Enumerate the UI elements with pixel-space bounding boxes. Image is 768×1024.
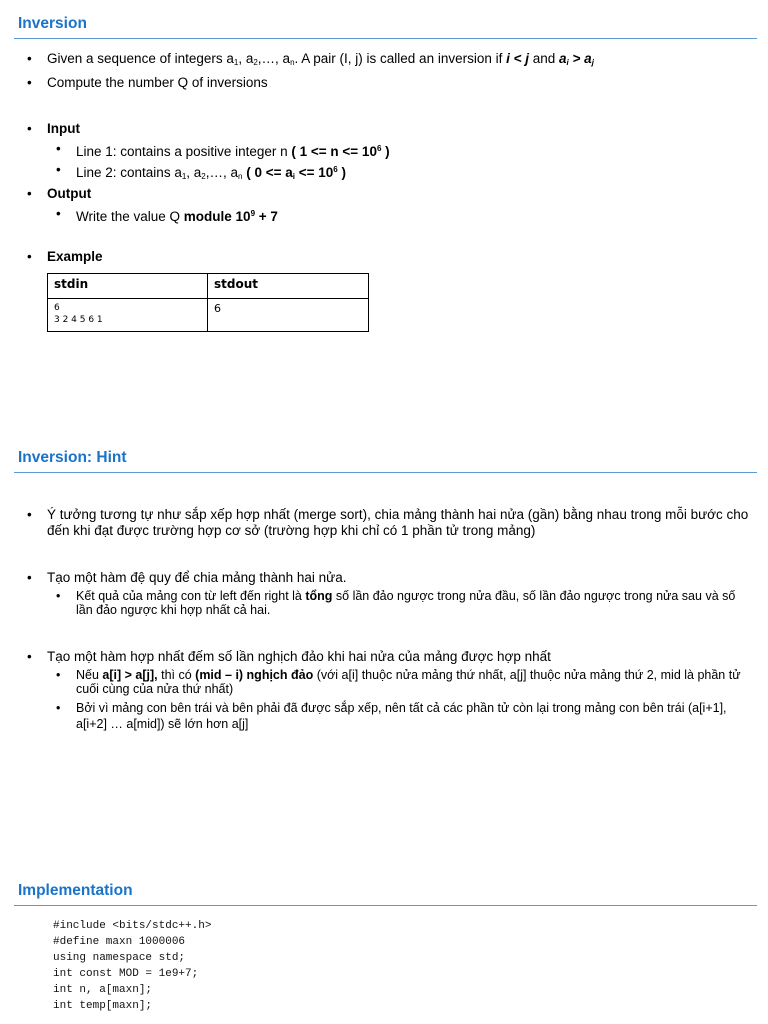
section-title-inversion: Inversion xyxy=(18,15,87,32)
bullet-input-line1: • Line 1: contains a positive integer n ( $1 <= n <= 10^6$ ) xyxy=(56,141,750,160)
bullet-hint-merge-detail1: • Nếu a[i] > a[j], thì có (mid – i) nghịch đảo (với a[i] thuộc nửa mảng thứ nhất, a[j] thuộc nửa mảng thứ 2, mid là phần tử cuối cùng của nửa thứ nhất) xyxy=(56,669,750,696)
section-divider xyxy=(14,38,757,39)
section-divider xyxy=(14,472,757,473)
example-table xyxy=(47,273,369,332)
bullet-input-line2: • Line 2: contains $a_1$, $a_2,\dots$, $a_n$ ( $0 <= a_i <= 10^6$ ) xyxy=(56,162,750,185)
table-row xyxy=(48,299,369,332)
table-header-stdin: stdin xyxy=(48,274,208,299)
bullet-hint-merge: • Tạo một hàm hợp nhất đếm số lần nghịch đảo khi hai nửa của mảng được hợp nhất xyxy=(27,649,750,665)
bullet-hint-merge-detail2: • Bởi vì mảng con bên trái và bên phải đã được sắp xếp, nên tất cả các phần tử còn lại trong mảng con bên trái (a[i+1], a[i+2] … a[mid]) sẽ lớn hơn a[j] xyxy=(56,700,750,732)
bullet-compute: • Compute the number Q of inversions xyxy=(27,75,750,91)
bullet-input: • Input xyxy=(27,121,750,137)
section-title-hint: Inversion: Hint xyxy=(18,449,127,466)
bullet-hint-recursive-detail: • Kết quả của mảng con từ left đến right là tổng số lần đảo ngược trong nửa đầu, số lần đảo ngược trong nửa sau và số lần đảo ngược khi hợp nhất cả hai. xyxy=(56,590,750,617)
bullet-output: • Output xyxy=(27,186,750,202)
bullet-output-write: • Write the value Q module $10^9 + 7$ xyxy=(56,206,750,225)
bullet-hint-idea: • Ý tưởng tương tự như sắp xếp hợp nhất (merge sort), chia mảng thành hai nửa (gần) bằng nhau trong mỗi bước cho đến khi đạt được trường hợp cơ sở (trường hợp khi chỉ có 1 phần tử trong mảng) xyxy=(27,507,750,539)
code-block: #include <bits/stdc++.h> #define maxn 1000006 using namespace std; int const MOD = 1e9+7; int n, a[maxn]; int temp[maxn]; xyxy=(53,920,212,1012)
table-cell-stdin: 6 3 2 4 5 6 1 xyxy=(48,299,208,332)
table-header-stdout: stdout xyxy=(208,274,369,299)
bullet-hint-recursive: • Tạo một hàm đệ quy để chia mảng thành hai nửa. xyxy=(27,570,750,586)
bullet-example: • Example xyxy=(27,249,750,265)
section-title-implementation: Implementation xyxy=(18,882,133,899)
section-divider xyxy=(14,905,757,906)
table-cell-stdout: 6 xyxy=(208,299,369,332)
bullet-definition: • Given a sequence of integers $a_1$, $a_2,\dots$, $a_n$. A pair (I, j) is called an inversion if i < j and $a_i > a_j$ xyxy=(27,51,750,71)
